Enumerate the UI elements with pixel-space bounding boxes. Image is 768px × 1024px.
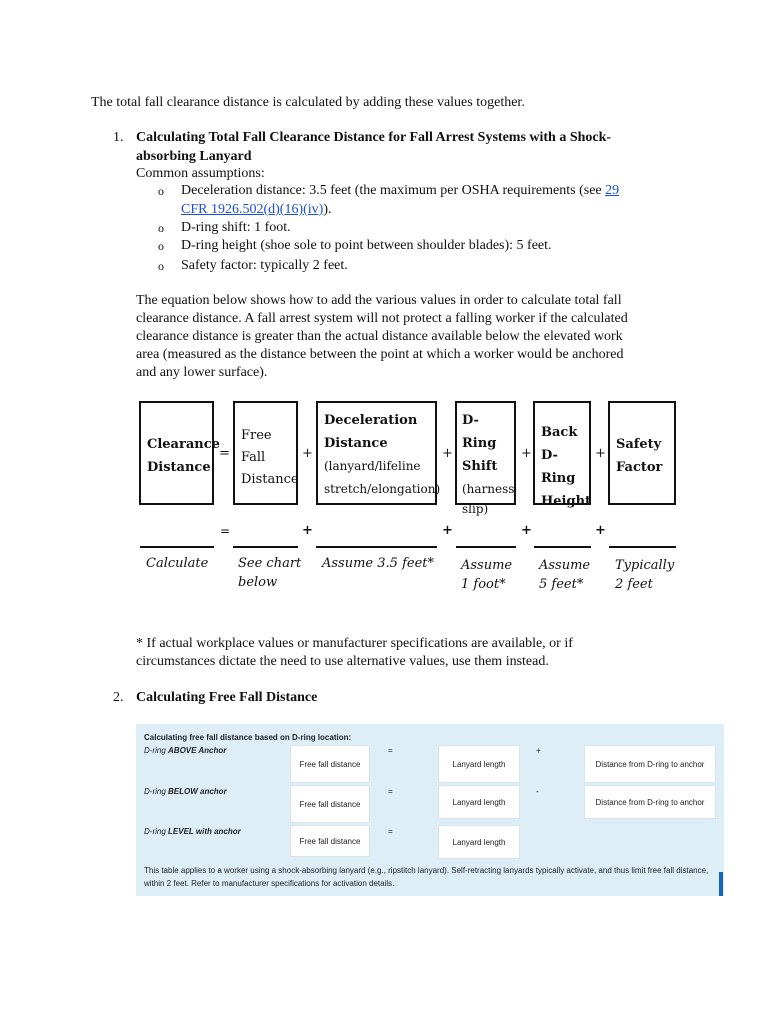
box-line: (harness — [462, 482, 515, 496]
plus-sign: + — [595, 523, 606, 538]
note-see-chart — [238, 554, 301, 592]
cell-free-fall-distance: Free fall distance — [290, 745, 370, 783]
row-label-strong: BELOW anchor — [168, 787, 227, 796]
box-line: Shift — [462, 459, 498, 474]
paragraph-line: clearance distance. A fall arrest system will not protect a falling worker if the calculated — [136, 311, 628, 326]
note-assume-1-foot — [461, 556, 512, 594]
section2-number: 2. — [113, 690, 124, 705]
bullet-deceleration-line2 — [181, 201, 332, 219]
box-line: Safety — [616, 437, 662, 452]
bullet-marker: o — [158, 221, 164, 235]
note-line: Typically — [615, 558, 675, 573]
equals-sign: = — [220, 524, 231, 538]
table-note — [144, 864, 714, 890]
table-note-line: within 2 feet. Refer to manufacturer specifications for activation details. — [144, 879, 395, 888]
note-line: 5 feet* — [539, 577, 584, 592]
table-note-line: This table applies to a worker using a shock-absorbing lanyard (e.g., ripstitch lanyard). Self-retracting lanyards typically activate, and thus limit free fall distance, — [144, 866, 709, 875]
paragraph-line: area (measured as the distance between the point at which a worker would be anchored — [136, 347, 624, 362]
box-line: Height — [541, 494, 592, 509]
footnote-line1: * If actual workplace values or manufacturer specifications are available, or if — [136, 636, 573, 651]
blank-line — [316, 546, 437, 548]
note-assume-5-feet — [539, 556, 590, 594]
cell-lanyard-length: Lanyard length — [438, 745, 520, 783]
box-line: Distance — [241, 472, 299, 487]
note-line: Assume — [539, 558, 591, 573]
row-label-below — [144, 787, 227, 796]
box-free-fall-distance — [233, 401, 298, 505]
blank-line — [233, 546, 298, 548]
cell-free-fall-distance: Free fall distance — [290, 825, 370, 857]
note-line: Calculate — [146, 556, 209, 571]
note-typically-2-feet — [615, 556, 674, 594]
note-calculate — [146, 554, 208, 573]
box-line: (lanyard/lifeline — [324, 459, 421, 473]
box-line: Fall — [241, 450, 266, 465]
row-label-level — [144, 827, 241, 836]
minus-sign: - — [536, 787, 539, 796]
section2-heading: Calculating Free Fall Distance — [136, 690, 318, 705]
cell-distance-dring-anchor: Distance from D-ring to anchor — [584, 785, 716, 819]
note-assume-3-5 — [322, 554, 434, 573]
plus-sign: + — [536, 746, 541, 755]
box-line: Free — [241, 428, 272, 443]
paragraph-line: and any lower surface). — [136, 365, 268, 380]
box-line: D-Ring — [541, 448, 576, 486]
note-line: 1 foot* — [461, 577, 506, 592]
assumptions-label: Common assumptions: — [136, 166, 265, 181]
accent-bar — [719, 872, 723, 896]
cell-lanyard-length: Lanyard length — [438, 825, 520, 859]
row-label-prefix: D-ring — [144, 787, 169, 796]
row-label-prefix: D-ring — [144, 827, 169, 836]
section1-heading-line2: absorbing Lanyard — [136, 149, 252, 164]
box-line: Deceleration — [324, 413, 418, 428]
note-line: See chart — [238, 556, 302, 571]
bullet-dring-shift: D-ring shift: 1 foot. — [181, 220, 291, 235]
box-line: Distance — [324, 436, 388, 451]
box-safety-factor — [608, 401, 676, 505]
box-dring-shift — [455, 401, 516, 516]
box-line: Distance — [147, 460, 211, 475]
equals-sign: = — [388, 746, 393, 755]
note-line: Assume 3.5 feet* — [322, 556, 434, 571]
row-label-strong: LEVEL with anchor — [168, 827, 241, 836]
equals-sign: = — [219, 446, 230, 461]
bullet-marker: o — [158, 184, 164, 198]
bullet-deceleration-text: Deceleration distance: 3.5 feet (the maximum per OSHA requirements (see — [181, 183, 606, 198]
footnote-line2: circumstances dictate the need to use alternative values, use them instead. — [136, 654, 549, 669]
plus-sign: + — [442, 523, 453, 538]
plus-sign: + — [302, 523, 313, 538]
section1-heading-line1: Calculating Total Fall Clearance Distance for Fall Arrest Systems with a Shock- — [136, 130, 612, 145]
paragraph-line: The equation below shows how to add the various values in order to calculate total fall — [136, 293, 622, 308]
box-line: Clearance — [147, 437, 220, 452]
bullet-marker: o — [158, 239, 164, 253]
equals-sign: = — [388, 787, 393, 796]
cell-free-fall-distance: Free fall distance — [290, 785, 370, 823]
box-line: Back — [541, 425, 578, 440]
cell-distance-dring-anchor: Distance from D-ring to anchor — [584, 745, 716, 783]
equation-paragraph — [136, 292, 628, 382]
blank-line — [456, 546, 516, 548]
intro-text: The total fall clearance distance is calculated by adding these values together. — [91, 95, 525, 110]
osha-cfr-link-part2[interactable]: CFR 1926.502(d)(16)(iv) — [181, 202, 324, 217]
paragraph-line: clearance distance is greater than the actual distance available below the elevated work — [136, 329, 623, 344]
plus-sign: + — [595, 446, 606, 461]
bullet-dring-height: D-ring height (shoe sole to point between shoulder blades): 5 feet. — [181, 238, 552, 253]
box-line: slip) — [462, 502, 489, 516]
plus-sign: + — [302, 446, 313, 461]
box-deceleration-distance — [316, 401, 441, 505]
box-line: stretch/elongation) — [324, 482, 441, 496]
row-label-above — [144, 746, 226, 755]
row-label-prefix: D-ring — [144, 746, 169, 755]
box-clearance-distance — [139, 401, 220, 505]
cell-lanyard-length: Lanyard length — [438, 785, 520, 819]
bullet-deceleration — [181, 182, 619, 200]
blank-line — [609, 546, 676, 548]
table-title: Calculating free fall distance based on D-ring location: — [144, 733, 352, 742]
free-fall-table — [136, 724, 724, 896]
osha-cfr-link-part1[interactable]: 29 — [605, 183, 620, 198]
equals-sign: = — [388, 827, 393, 836]
bullet-marker: o — [158, 259, 164, 273]
bullet-deceleration-close: ). — [323, 202, 332, 217]
blank-line — [140, 546, 214, 548]
section1-number: 1. — [113, 130, 124, 145]
plus-sign: + — [442, 446, 453, 461]
note-line: below — [238, 575, 278, 590]
note-line: 2 feet — [615, 577, 653, 592]
plus-sign: + — [521, 523, 532, 538]
blank-line — [534, 546, 591, 548]
note-line: Assume — [461, 558, 513, 573]
box-line: Factor — [616, 460, 663, 475]
bullet-safety-factor: Safety factor: typically 2 feet. — [181, 258, 348, 273]
row-label-strong: ABOVE Anchor — [168, 746, 227, 755]
box-back-dring-height — [533, 401, 592, 509]
box-line: D-Ring — [462, 413, 497, 451]
plus-sign: + — [521, 446, 532, 461]
